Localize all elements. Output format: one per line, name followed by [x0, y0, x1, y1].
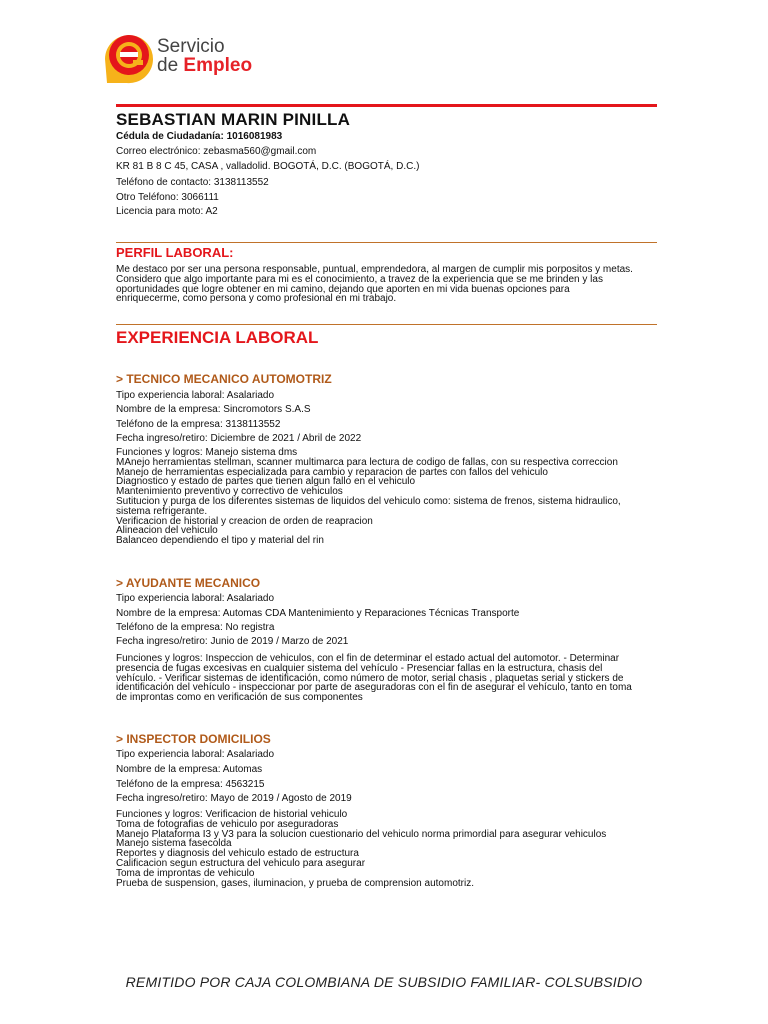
duty-line: Toma de improntas de vehiculo — [116, 867, 255, 879]
servicio-empleo-logo — [97, 25, 267, 87]
profile-heading: PERFIL LABORAL: — [116, 245, 234, 260]
duty-line: MAnejo herramientas stellman, scanner multimarca para lectura de codigo de fallas, con su respectiva correccion — [116, 456, 618, 468]
job-title: > INSPECTOR DOMICILIOS — [116, 732, 271, 746]
duty-line: de improntas como en verificación de sus componentes — [116, 692, 363, 704]
job-title: > AYUDANTE MECANICO — [116, 576, 261, 590]
other-phone: Otro Teléfono: 3066111 — [116, 192, 219, 203]
duty-line: Reportes y diagnosis del vehiculo estado de estructura — [116, 848, 359, 860]
job-company: Nombre de la empresa: Sincromotors S.A.S — [116, 404, 311, 415]
job-title: > TECNICO MECANICO AUTOMOTRIZ — [116, 372, 332, 386]
profile-line: oportunidades que logre obtener en mi camino, dejando que aporten en mi vida buenas opciones para — [116, 283, 570, 295]
job-duties — [116, 448, 661, 546]
experience-divider — [116, 324, 657, 325]
duty-line: presencia de fugas excesivas en cualquier sistema del vehículo - Presenciar fallas en la estructura, chasis del — [116, 662, 603, 674]
job-phone: Teléfono de la empresa: 3138113552 — [116, 419, 281, 430]
job-duties — [116, 654, 661, 703]
profile-text — [116, 265, 661, 304]
servicio-empleo-logo-icon — [97, 25, 155, 87]
job-dates: Fecha ingreso/retiro: Diciembre de 2021 / Abril de 2022 — [116, 433, 362, 444]
logo-line-2 — [157, 56, 252, 75]
duty-line: Funciones y logros: Manejo sistema dms — [116, 447, 298, 458]
duty-line: Balanceo dependiendo el tipo y material del rin — [116, 535, 324, 547]
duty-line: Verificacion de historial y creacion de orden de reapracion — [116, 515, 373, 527]
job-type: Tipo experiencia laboral: Asalariado — [116, 390, 275, 401]
duty-line: Calificacion segun estructura del vehiculo para asegurar — [116, 857, 366, 869]
duty-line: Funciones y logros: Inspeccion de vehiculos, con el fin de determinar el estado actual del automotor. - Determinar — [116, 653, 620, 664]
cedula: Cédula de Ciudadanía: 1016081983 — [116, 131, 283, 142]
job-duties — [116, 810, 661, 888]
profile-divider — [116, 242, 657, 243]
moto-license: Licencia para moto: A2 — [116, 206, 218, 217]
job-dates: Fecha ingreso/retiro: Junio de 2019 / Marzo de 2021 — [116, 636, 349, 647]
duty-line: Toma de fotografias de vehiculo por aseguradoras — [116, 818, 339, 830]
duty-line: Funciones y logros: Verificacion de historial vehiculo — [116, 809, 348, 820]
job-type: Tipo experiencia laboral: Asalariado — [116, 749, 275, 760]
profile-line: Me destaco por ser una persona responsable, puntual, emprendedora, al margen de cumplir mis porpositos y metas. — [116, 264, 633, 275]
job-type: Tipo experiencia laboral: Asalariado — [116, 593, 275, 604]
job-dates: Fecha ingreso/retiro: Mayo de 2019 / Agosto de 2019 — [116, 793, 352, 804]
footer-remitted-by: REMITIDO POR CAJA COLOMBIANA DE SUBSIDIO FAMILIAR- COLSUBSIDIO — [125, 974, 643, 990]
experience-heading: EXPERIENCIA LABORAL — [116, 328, 319, 347]
duty-line: sistema refrigerante. — [116, 505, 208, 517]
duty-line: Mantenimiento preventivo y correctivo de vehiculos — [116, 486, 343, 498]
duty-line: identificación del vehículo - inspeccionar por parte de aseguradoras con el fin de asegurar el vehículo, tanto en toma — [116, 682, 632, 694]
candidate-name: SEBASTIAN MARIN PINILLA — [116, 110, 351, 129]
duty-line: Manejo sistema fasecolda — [116, 838, 232, 850]
profile-line: enriquecerme, como persona y como profesional en mi trabajo. — [116, 293, 397, 305]
job-phone: Teléfono de la empresa: No registra — [116, 622, 275, 633]
duty-line: Diagnostico y estado de partes que tienen algun fallo en el vehiculo — [116, 476, 416, 488]
contact-phone: Teléfono de contacto: 3138113552 — [116, 177, 269, 188]
duty-line: Sutitucion y purga de los diferentes sistemas de liquidos del vehiculo como: sistema de frenos, sistema hidraulico, — [116, 495, 621, 507]
profile-line: Considero que algo importante para mi es el conocimiento, a travez de la experiencia que se me brinden y las — [116, 273, 603, 285]
job-phone: Teléfono de la empresa: 4563215 — [116, 779, 265, 790]
duty-line: Manejo de herramientas especializada para cambio y reparacion de partes con fallos del vehiculo — [116, 466, 548, 478]
logo-line-2-bold: Empleo — [183, 55, 253, 76]
duty-line: vehículo. - Verificar sistemas de identificación, como número de motor, serial chasis , plaquetas serial y stickers de — [116, 672, 624, 684]
logo-line-1: Servicio — [157, 36, 225, 57]
job-company: Nombre de la empresa: Automas — [116, 764, 263, 775]
job-company: Nombre de la empresa: Automas CDA Mantenimiento y Reparaciones Técnicas Transporte — [116, 608, 520, 619]
duty-line: Manejo Plataforma I3 y V3 para la solucion cuestionario del vehiculo norma primordial para asegurar vehiculos — [116, 828, 607, 840]
logo-line-2-prefix: de — [157, 55, 184, 76]
address: KR 81 B 8 C 45, CASA , valladolid. BOGOTÁ, D.C. (BOGOTÁ, D.C.) — [116, 161, 420, 172]
duty-line: Prueba de suspension, gases, iluminacion, y prueba de comprension automotriz. — [116, 877, 474, 889]
email: Correo electrónico: zebasma560@gmail.com — [116, 146, 317, 157]
duty-line: Alineacion del vehiculo — [116, 525, 218, 537]
header-divider — [116, 104, 657, 107]
